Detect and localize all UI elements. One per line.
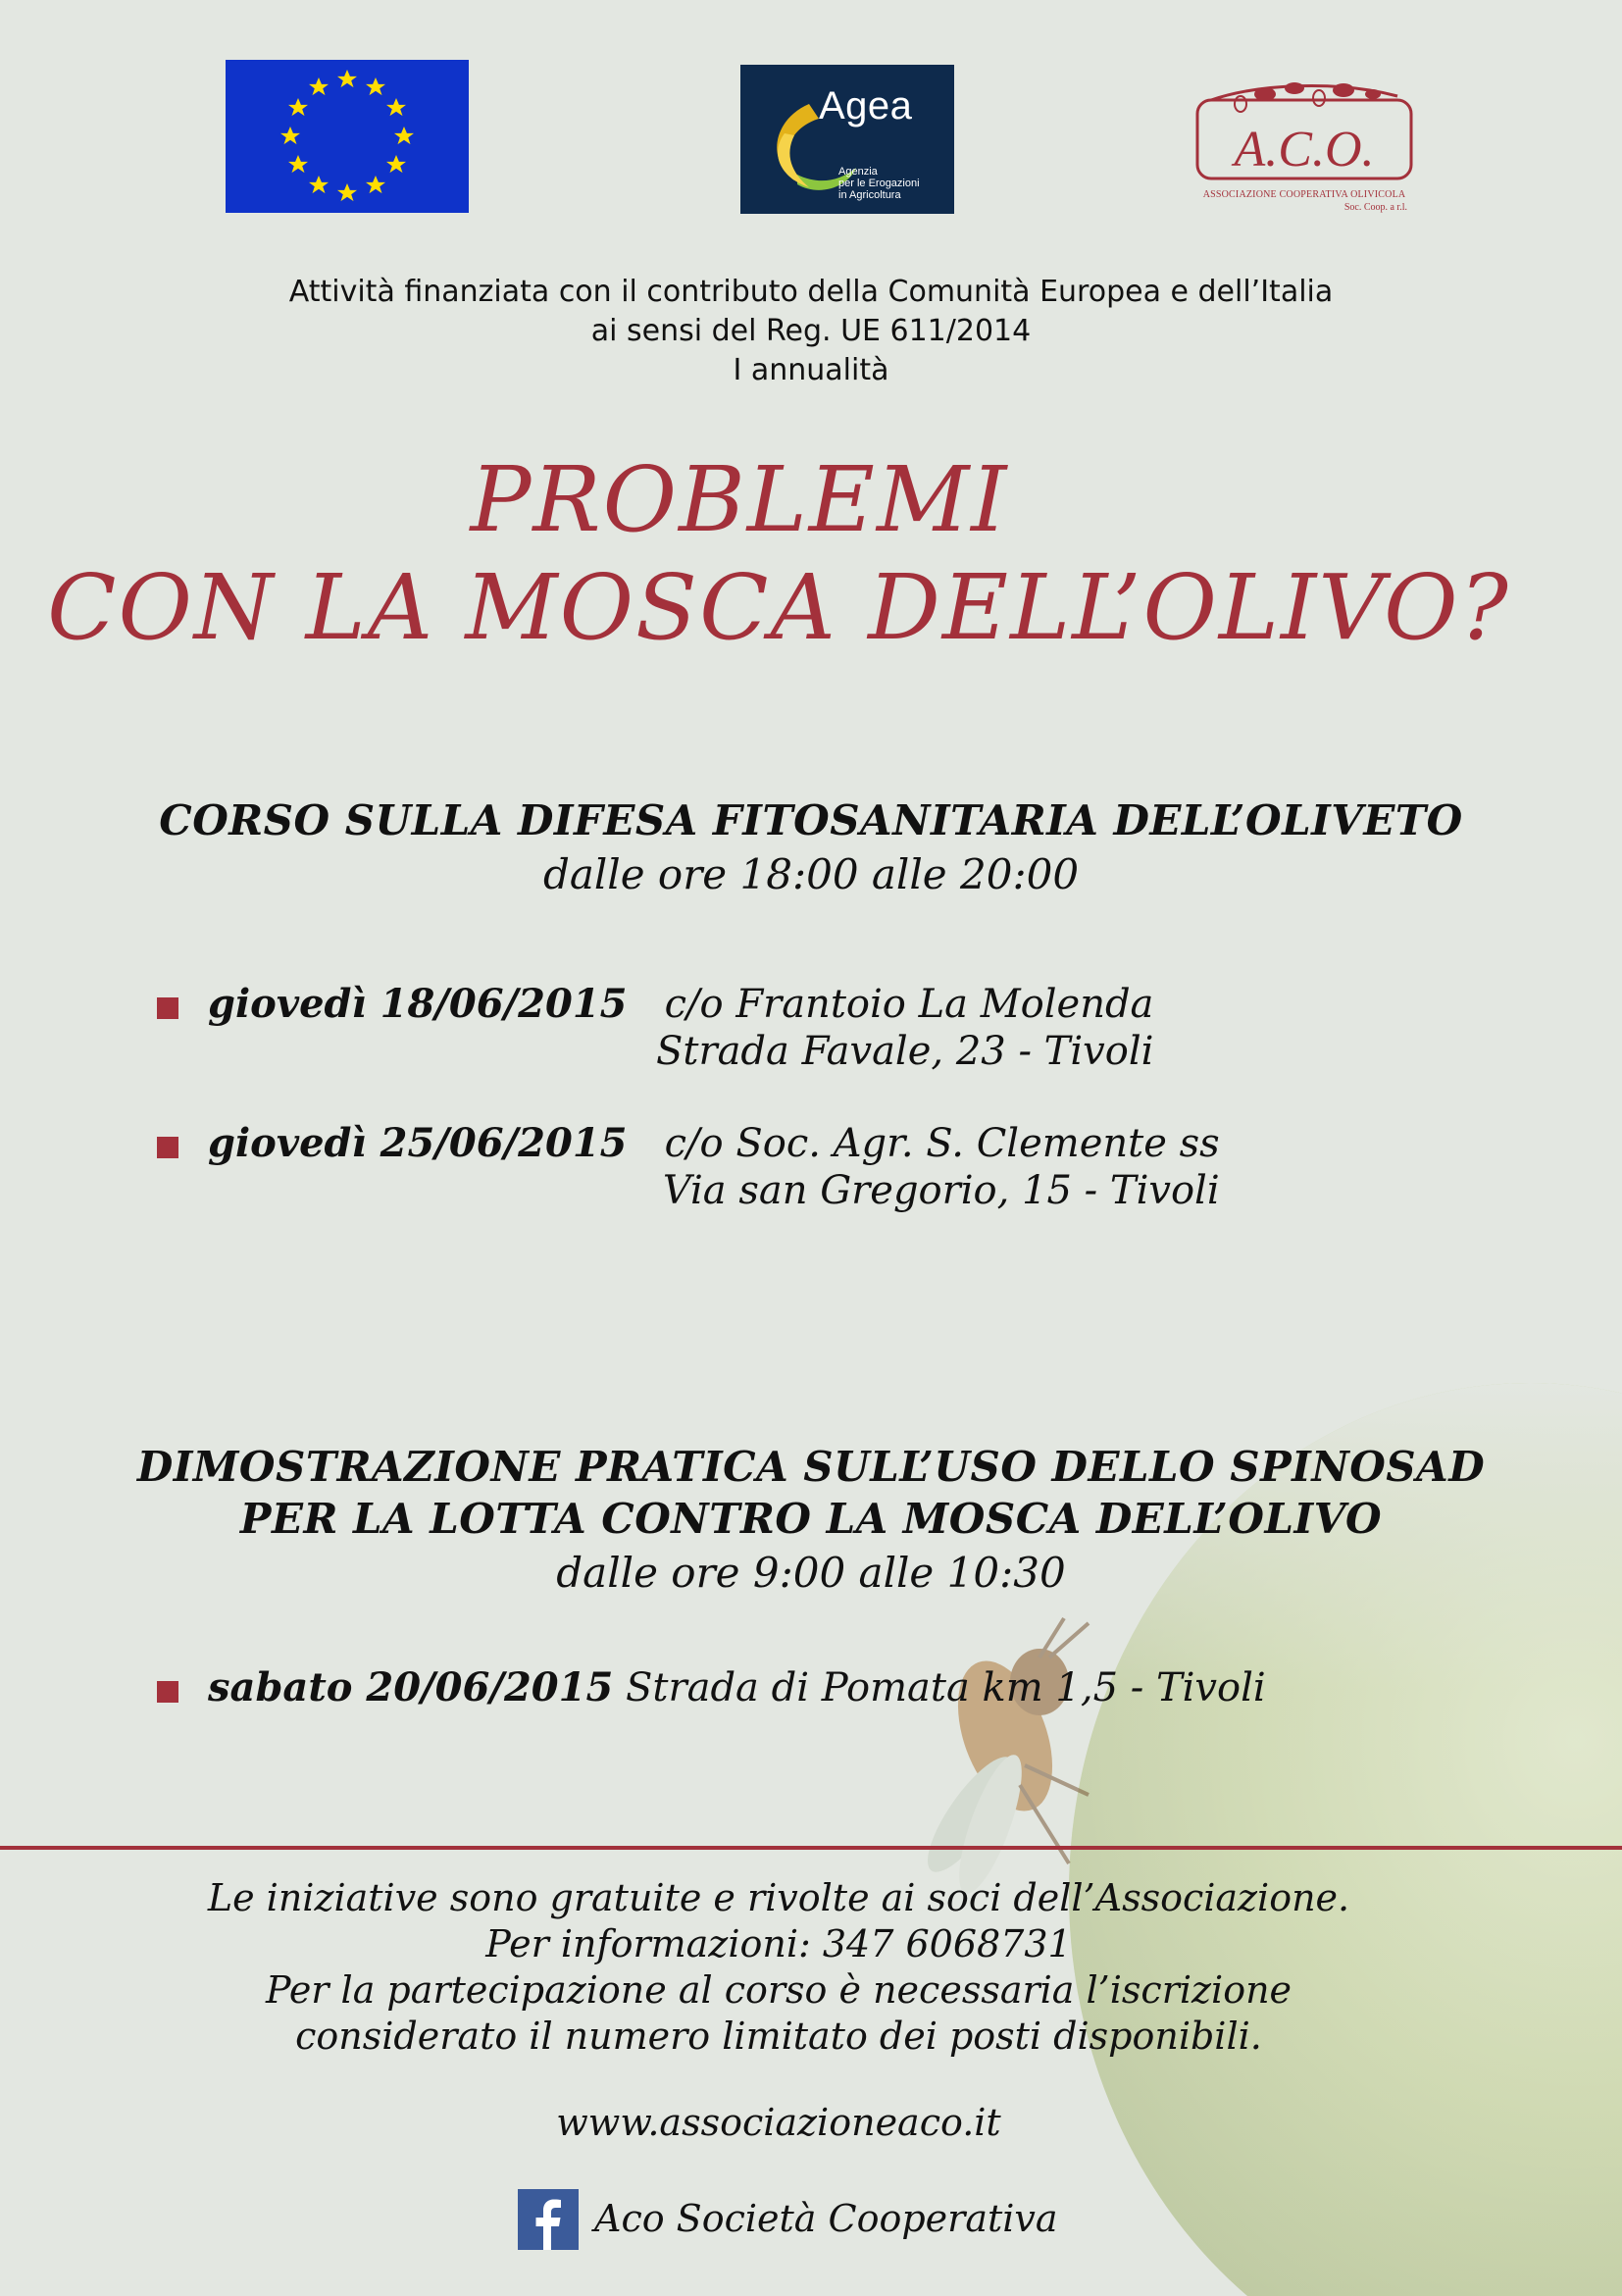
agea-subtitle-line: per le Erogazioni <box>838 178 920 189</box>
demo-time: dalle ore 9:00 alle 10:30 <box>556 1549 1066 1597</box>
event-address: Via san Gregorio, 15 - Tivoli <box>662 1168 1220 1213</box>
agea-subtitle-line: in Agricoltura <box>838 189 901 201</box>
funding-notice <box>0 273 1622 390</box>
website-link[interactable]: www.associazioneaco.it <box>556 2101 1001 2144</box>
aco-caption-sub: Soc. Coop. a r.l. <box>1343 202 1407 213</box>
facebook-icon <box>518 2189 579 2250</box>
aco-logo <box>1191 78 1417 221</box>
headline-line-2: CON LA MOSCA DELL’OLIVO? <box>47 555 1510 660</box>
footer-info <box>0 1875 1622 2060</box>
footer-contact: Per informazioni: 347 6068731 <box>485 1922 1072 1965</box>
bullet-square-icon <box>157 997 178 1019</box>
eu-flag-logo <box>226 60 469 213</box>
event-date: sabato 20/06/2015 <box>208 1664 614 1710</box>
demo-title-line-1: DIMOSTRAZIONE PRATICA SULL’USO DELLO SPINOSAD <box>136 1443 1486 1491</box>
aco-caption: ASSOCIAZIONE COOPERATIVA OLIVICOLA <box>1202 189 1406 200</box>
footer-divider <box>0 1846 1622 1850</box>
headline <box>0 446 1622 662</box>
footer-line: Le iniziative sono gratuite e rivolte ai soci dell’Associazione. <box>207 1876 1350 1919</box>
event-item <box>208 1120 1220 1214</box>
footer-line: considerato il numero limitato dei posti disponibili. <box>295 2015 1262 2058</box>
event-location: c/o Frantoio La Molenda <box>664 982 1154 1027</box>
headline-line-1: PROBLEMI <box>470 447 1009 552</box>
course-title: CORSO SULLA DIFESA FITOSANITARIA DELL’OLIVETO <box>159 796 1463 844</box>
event-item <box>208 1664 1266 1711</box>
event-item <box>208 981 1153 1075</box>
demo-title-line-2: PER LA LOTTA CONTRO LA MOSCA DELL’OLIVO <box>239 1495 1383 1543</box>
bullet-square-icon <box>157 1137 178 1158</box>
footer-line: Per la partecipazione al corso è necessaria l’iscrizione <box>265 1968 1293 2012</box>
agea-subtitle-line: Agenzia <box>838 166 878 178</box>
event-location: Strada di Pomata km 1,5 - Tivoli <box>626 1665 1266 1710</box>
agea-subtitle <box>838 166 946 201</box>
aco-letters: A.C.O. <box>1234 122 1375 178</box>
agea-name: Agea <box>819 84 913 128</box>
agea-logo <box>740 65 954 214</box>
funding-line: ai sensi del Reg. UE 611/2014 <box>590 314 1032 348</box>
funding-line: Attività finanziata con il contributo della Comunità Europea e dell’Italia <box>288 275 1334 309</box>
facebook-label: Aco Società Cooperativa <box>594 2197 1058 2240</box>
event-date: giovedì 18/06/2015 <box>208 981 628 1027</box>
event-address: Strada Favale, 23 - Tivoli <box>655 1029 1154 1074</box>
event-location: c/o Soc. Agr. S. Clemente ss <box>664 1121 1220 1166</box>
event-date: giovedì 25/06/2015 <box>208 1120 628 1166</box>
funding-line: I annualità <box>733 353 889 387</box>
course-time: dalle ore 18:00 alle 20:00 <box>542 850 1080 898</box>
bullet-square-icon <box>157 1681 178 1703</box>
